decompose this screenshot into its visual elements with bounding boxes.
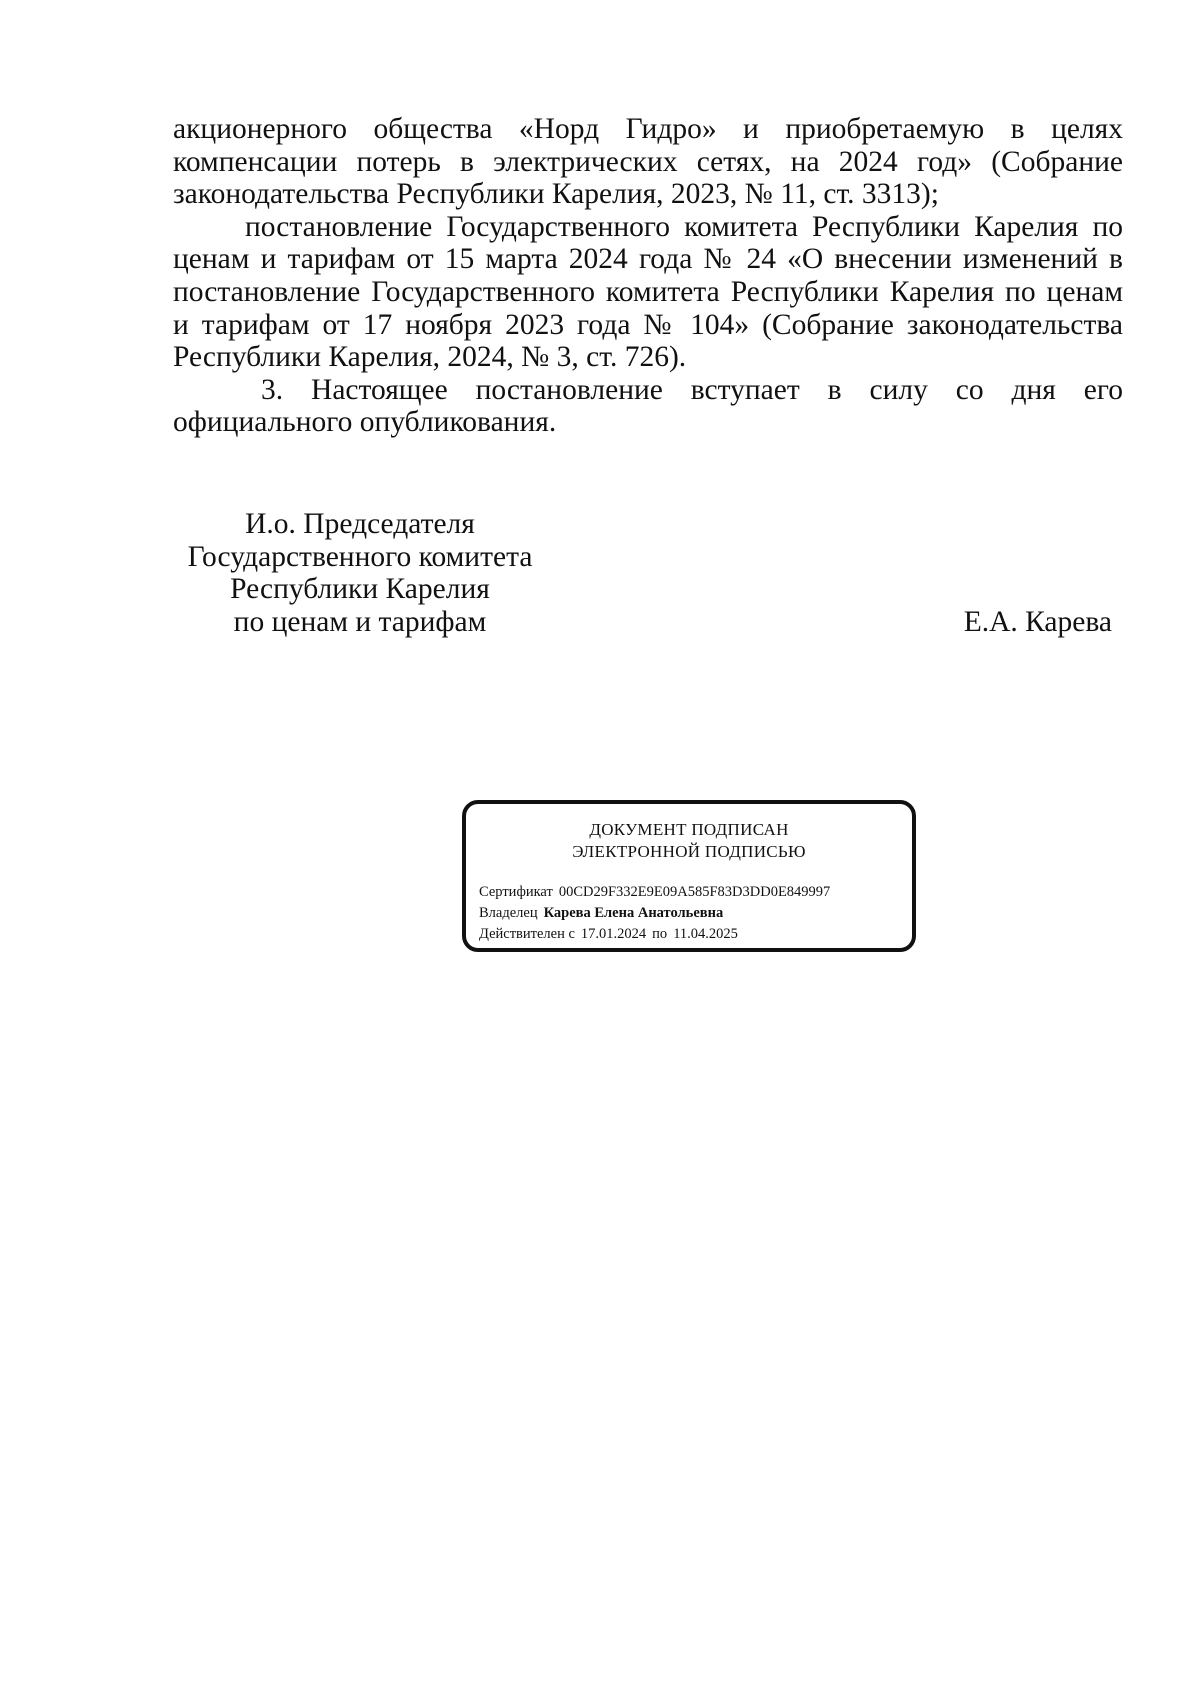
- signer-title-line: И.о. Председателя: [245, 508, 475, 540]
- valid-to: 11.04.2025: [673, 926, 738, 942]
- signer-title-line: Республики Карелия: [230, 573, 490, 606]
- owner-label: Владелец: [479, 905, 538, 921]
- document-body: [173, 113, 1123, 439]
- stamp-validity-row: [479, 924, 830, 945]
- valid-from: 17.01.2024: [580, 926, 647, 942]
- paragraph-resolution-reference: постановление Государственного комитета Республики Карелия по ценам и тарифам от 15 марта 2024 года № 24 «О внесении изменений в постановление Государственного комитета Республики Карелия по ценам и тарифам от 17 ноября 2023 года № 104» (Собрание законодательства Республики Карелия, 2024, № 3, ст. 726).: [173, 210, 1123, 374]
- stamp-details: [479, 882, 830, 945]
- stamp-owner-row: [479, 903, 830, 924]
- certificate-value: 00CD29F332E9E09A585F83D3DD0E849997: [558, 884, 831, 900]
- signer-title: [160, 508, 560, 638]
- signer-title-line: Государственного комитета: [187, 540, 533, 573]
- paragraph-continuation: акционерного общества «Норд Гидро» и приобретаемую в целях компенсации потерь в электрических сетях, на 2024 год» (Собрание законодательства Республики Карелия, 2023, № 11, ст. 3313);: [173, 113, 1123, 211]
- electronic-signature-stamp: [462, 800, 916, 952]
- valid-label: Действителен с: [479, 926, 575, 942]
- owner-value: Карева Елена Анатольевна: [543, 905, 724, 921]
- signer-name: Е.А. Карева: [963, 606, 1112, 638]
- stamp-heading-line: ЭЛЕКТРОННОЙ ПОДПИСЬЮ: [572, 842, 806, 861]
- certificate-label: Сертификат: [479, 884, 553, 900]
- valid-to-label: по: [652, 926, 668, 942]
- signer-title-line: по ценам и тарифам: [233, 605, 487, 638]
- paragraph-item-3: 3. Настоящее постановление вступает в силу со дня его официального опубликования.: [173, 373, 1123, 439]
- stamp-certificate-row: [479, 882, 830, 903]
- stamp-heading: [466, 819, 912, 863]
- stamp-heading-line: ДОКУМЕНТ ПОДПИСАН: [589, 820, 789, 839]
